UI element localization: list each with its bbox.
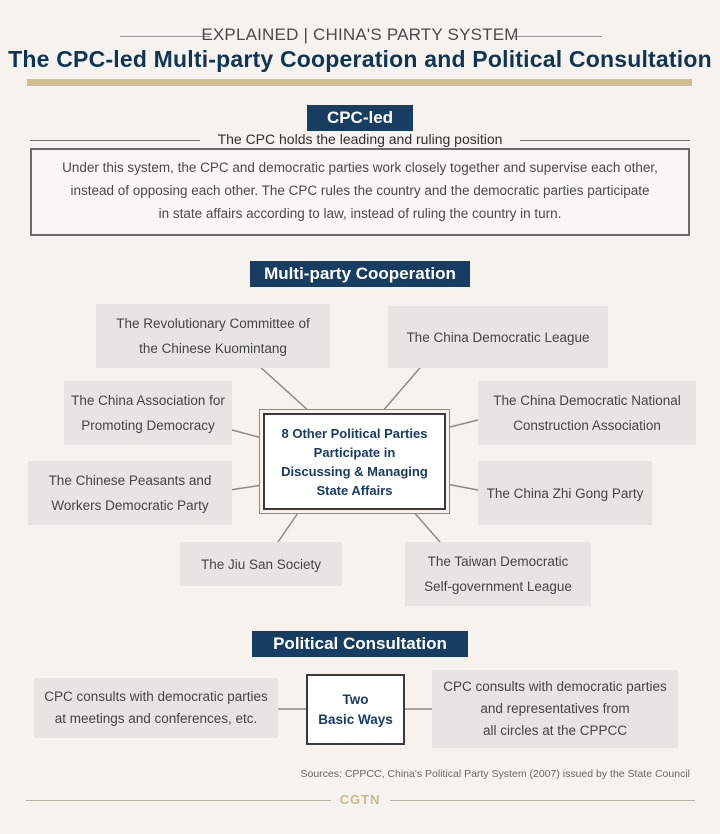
consultation-right-text: CPC consults with democratic parties and representatives from all circles at the CPPCC bbox=[443, 679, 667, 738]
two-basic-ways bbox=[306, 674, 405, 745]
section-title-cpc-led: CPC-led bbox=[307, 105, 413, 131]
party-peasants-workers bbox=[28, 461, 232, 525]
party-democratic-league-label: The China Democratic League bbox=[406, 329, 590, 345]
connector-democratic-league bbox=[382, 362, 425, 412]
connector-jiu-san bbox=[278, 510, 300, 542]
party-national-construction-label: The China Democratic National Construction Association bbox=[493, 393, 681, 433]
consultation-left bbox=[34, 678, 278, 738]
consultation-right bbox=[432, 670, 678, 748]
party-promoting-democracy-label: The China Association for Promoting Democracy bbox=[71, 393, 225, 433]
cpc-led-description bbox=[30, 148, 690, 236]
cpc-led-subtitle: The CPC holds the leading and ruling position bbox=[217, 131, 503, 147]
section-title-political-consultation: Political Consultation bbox=[252, 631, 468, 657]
party-taiwan-label: The Taiwan Democratic Self-government League bbox=[424, 554, 572, 594]
connector-promoting-democracy bbox=[232, 430, 262, 438]
party-peasants-workers-label: The Chinese Peasants and Workers Democratic Party bbox=[48, 473, 212, 513]
party-democratic-league bbox=[388, 306, 608, 368]
connector-zhi-gong bbox=[446, 484, 478, 490]
cpc-led-description-text: Under this system, the CPC and democratic parties work closely together and supervise each other, instead of opposing each other. The CPC rules the country and the democratic parties participate in state affairs according to law, instead of ruling the country in turn. bbox=[62, 160, 658, 221]
connector-taiwan bbox=[412, 510, 440, 542]
section-title-multi-party: Multi-party Cooperation bbox=[250, 261, 470, 287]
connector-kuomintang bbox=[258, 365, 310, 412]
party-zhi-gong-label: The China Zhi Gong Party bbox=[486, 485, 644, 501]
headline: The CPC-led Multi-party Cooperation and Political Consultation bbox=[8, 46, 712, 72]
connector-peasants-workers bbox=[230, 485, 262, 490]
multi-party-center bbox=[263, 413, 446, 510]
party-kuomintang bbox=[96, 304, 330, 368]
connector-national-construction bbox=[446, 420, 478, 428]
party-jiu-san bbox=[180, 542, 342, 586]
multi-party-center-label: 8 Other Political Parties Participate in Discussing & Managing State Affairs bbox=[281, 425, 428, 498]
kicker: EXPLAINED | CHINA'S PARTY SYSTEM bbox=[201, 25, 519, 44]
party-taiwan bbox=[405, 542, 591, 606]
consultation-left-text: CPC consults with democratic parties at meetings and conferences, etc. bbox=[44, 689, 268, 726]
cgtn-logo: CGTN bbox=[339, 792, 381, 807]
party-promoting-democracy bbox=[64, 381, 232, 445]
two-basic-ways-label: Two Basic Ways bbox=[318, 691, 393, 727]
party-kuomintang-label: The Revolutionary Committee of the Chinese Kuomintang bbox=[116, 316, 310, 356]
party-jiu-san-label: The Jiu San Society bbox=[200, 556, 322, 572]
sources-note: Sources: CPPCC, China's Political Party System (2007) issued by the State Council bbox=[300, 768, 690, 780]
party-zhi-gong bbox=[478, 461, 652, 525]
gold-divider bbox=[27, 79, 692, 86]
party-national-construction bbox=[478, 381, 696, 445]
